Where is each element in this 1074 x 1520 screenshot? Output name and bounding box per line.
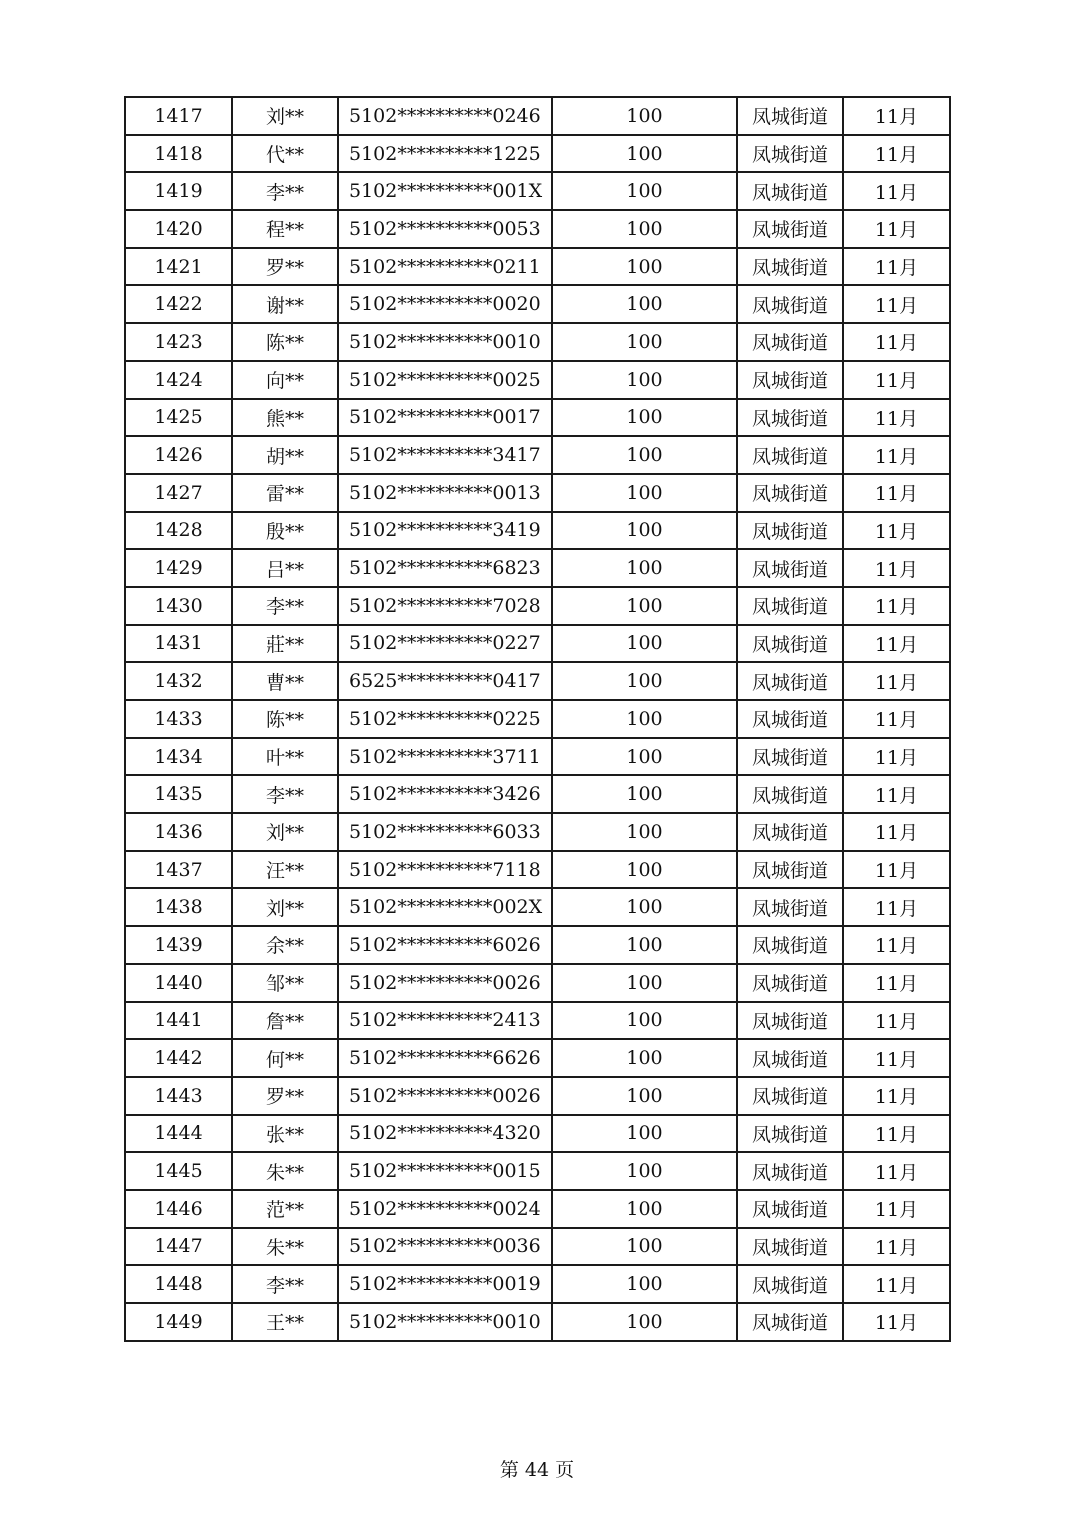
row-number-cell: 1420	[125, 210, 232, 248]
row-number-cell: 1435	[125, 775, 232, 813]
table-row	[125, 1039, 950, 1077]
name-cell: 邹**	[232, 964, 338, 1002]
month-cell: 11月	[843, 851, 950, 889]
amount-cell: 100	[552, 97, 737, 135]
table-row	[125, 210, 950, 248]
street-cell: 凤城街道	[737, 964, 843, 1002]
name-cell: 曹**	[232, 662, 338, 700]
street-cell: 凤城街道	[737, 474, 843, 512]
name-cell: 吕**	[232, 549, 338, 587]
month-cell: 11月	[843, 1115, 950, 1153]
month-cell: 11月	[843, 813, 950, 851]
name-cell: 刘**	[232, 888, 338, 926]
id-number-cell: 5102**********6626	[338, 1039, 552, 1077]
amount-cell: 100	[552, 851, 737, 889]
table-row	[125, 248, 950, 286]
table-row	[125, 662, 950, 700]
table-row	[125, 1265, 950, 1303]
row-number-cell: 1433	[125, 700, 232, 738]
month-cell: 11月	[843, 1303, 950, 1341]
row-number-cell: 1428	[125, 512, 232, 550]
amount-cell: 100	[552, 399, 737, 437]
amount-cell: 100	[552, 775, 737, 813]
amount-cell: 100	[552, 700, 737, 738]
table-row	[125, 135, 950, 173]
row-number-cell: 1443	[125, 1077, 232, 1115]
month-cell: 11月	[843, 549, 950, 587]
table-row	[125, 172, 950, 210]
roster-sheet	[124, 96, 949, 1342]
street-cell: 凤城街道	[737, 399, 843, 437]
month-cell: 11月	[843, 964, 950, 1002]
id-number-cell: 5102**********3417	[338, 436, 552, 474]
name-cell: 范**	[232, 1190, 338, 1228]
row-number-cell: 1438	[125, 888, 232, 926]
month-cell: 11月	[843, 172, 950, 210]
amount-cell: 100	[552, 512, 737, 550]
row-number-cell: 1419	[125, 172, 232, 210]
amount-cell: 100	[552, 248, 737, 286]
id-number-cell: 5102**********0053	[338, 210, 552, 248]
table-row	[125, 1115, 950, 1153]
amount-cell: 100	[552, 172, 737, 210]
roster-body	[125, 97, 950, 1341]
street-cell: 凤城街道	[737, 851, 843, 889]
amount-cell: 100	[552, 888, 737, 926]
street-cell: 凤城街道	[737, 775, 843, 813]
id-number-cell: 5102**********0013	[338, 474, 552, 512]
amount-cell: 100	[552, 1002, 737, 1040]
id-number-cell: 5102**********0227	[338, 625, 552, 663]
id-number-cell: 5102**********0211	[338, 248, 552, 286]
amount-cell: 100	[552, 813, 737, 851]
row-number-cell: 1446	[125, 1190, 232, 1228]
id-number-cell: 5102**********6033	[338, 813, 552, 851]
name-cell: 李**	[232, 1265, 338, 1303]
street-cell: 凤城街道	[737, 549, 843, 587]
name-cell: 李**	[232, 587, 338, 625]
month-cell: 11月	[843, 512, 950, 550]
street-cell: 凤城街道	[737, 210, 843, 248]
id-number-cell: 5102**********002X	[338, 888, 552, 926]
amount-cell: 100	[552, 1039, 737, 1077]
street-cell: 凤城街道	[737, 1303, 843, 1341]
name-cell: 朱**	[232, 1228, 338, 1266]
id-number-cell: 5102**********0026	[338, 964, 552, 1002]
name-cell: 朱**	[232, 1152, 338, 1190]
month-cell: 11月	[843, 1152, 950, 1190]
amount-cell: 100	[552, 474, 737, 512]
id-number-cell: 5102**********001X	[338, 172, 552, 210]
street-cell: 凤城街道	[737, 1152, 843, 1190]
row-number-cell: 1430	[125, 587, 232, 625]
month-cell: 11月	[843, 285, 950, 323]
id-number-cell: 5102**********2413	[338, 1002, 552, 1040]
amount-cell: 100	[552, 1115, 737, 1153]
name-cell: 殷**	[232, 512, 338, 550]
id-number-cell: 5102**********0036	[338, 1228, 552, 1266]
table-row	[125, 625, 950, 663]
row-number-cell: 1423	[125, 323, 232, 361]
table-row	[125, 964, 950, 1002]
table-row	[125, 888, 950, 926]
table-row	[125, 738, 950, 776]
street-cell: 凤城街道	[737, 285, 843, 323]
amount-cell: 100	[552, 1228, 737, 1266]
row-number-cell: 1429	[125, 549, 232, 587]
id-number-cell: 5102**********0017	[338, 399, 552, 437]
month-cell: 11月	[843, 662, 950, 700]
table-row	[125, 775, 950, 813]
street-cell: 凤城街道	[737, 738, 843, 776]
row-number-cell: 1447	[125, 1228, 232, 1266]
amount-cell: 100	[552, 1190, 737, 1228]
row-number-cell: 1424	[125, 361, 232, 399]
amount-cell: 100	[552, 549, 737, 587]
name-cell: 刘**	[232, 97, 338, 135]
id-number-cell: 5102**********0019	[338, 1265, 552, 1303]
street-cell: 凤城街道	[737, 172, 843, 210]
street-cell: 凤城街道	[737, 361, 843, 399]
amount-cell: 100	[552, 1077, 737, 1115]
name-cell: 代**	[232, 135, 338, 173]
amount-cell: 100	[552, 662, 737, 700]
table-row	[125, 285, 950, 323]
row-number-cell: 1442	[125, 1039, 232, 1077]
row-number-cell: 1436	[125, 813, 232, 851]
table-row	[125, 1303, 950, 1341]
table-row	[125, 361, 950, 399]
row-number-cell: 1425	[125, 399, 232, 437]
table-row	[125, 549, 950, 587]
row-number-cell: 1449	[125, 1303, 232, 1341]
row-number-cell: 1418	[125, 135, 232, 173]
row-number-cell: 1441	[125, 1002, 232, 1040]
table-row	[125, 700, 950, 738]
amount-cell: 100	[552, 285, 737, 323]
row-number-cell: 1431	[125, 625, 232, 663]
name-cell: 谢**	[232, 285, 338, 323]
name-cell: 程**	[232, 210, 338, 248]
name-cell: 胡**	[232, 436, 338, 474]
month-cell: 11月	[843, 700, 950, 738]
table-row	[125, 1190, 950, 1228]
table-row	[125, 399, 950, 437]
id-number-cell: 5102**********0015	[338, 1152, 552, 1190]
table-row	[125, 587, 950, 625]
street-cell: 凤城街道	[737, 1002, 843, 1040]
street-cell: 凤城街道	[737, 926, 843, 964]
street-cell: 凤城街道	[737, 436, 843, 474]
id-number-cell: 5102**********7118	[338, 851, 552, 889]
roster-table	[124, 96, 951, 1342]
row-number-cell: 1417	[125, 97, 232, 135]
row-number-cell: 1434	[125, 738, 232, 776]
id-number-cell: 6525**********0417	[338, 662, 552, 700]
name-cell: 陈**	[232, 323, 338, 361]
name-cell: 雷**	[232, 474, 338, 512]
row-number-cell: 1427	[125, 474, 232, 512]
amount-cell: 100	[552, 738, 737, 776]
street-cell: 凤城街道	[737, 1190, 843, 1228]
street-cell: 凤城街道	[737, 248, 843, 286]
amount-cell: 100	[552, 323, 737, 361]
street-cell: 凤城街道	[737, 1039, 843, 1077]
amount-cell: 100	[552, 361, 737, 399]
id-number-cell: 5102**********0246	[338, 97, 552, 135]
name-cell: 刘**	[232, 813, 338, 851]
month-cell: 11月	[843, 1190, 950, 1228]
amount-cell: 100	[552, 1303, 737, 1341]
id-number-cell: 5102**********1225	[338, 135, 552, 173]
id-number-cell: 5102**********3426	[338, 775, 552, 813]
name-cell: 李**	[232, 172, 338, 210]
month-cell: 11月	[843, 474, 950, 512]
month-cell: 11月	[843, 1039, 950, 1077]
street-cell: 凤城街道	[737, 97, 843, 135]
month-cell: 11月	[843, 888, 950, 926]
month-cell: 11月	[843, 625, 950, 663]
street-cell: 凤城街道	[737, 587, 843, 625]
row-number-cell: 1444	[125, 1115, 232, 1153]
table-row	[125, 97, 950, 135]
table-row	[125, 512, 950, 550]
row-number-cell: 1439	[125, 926, 232, 964]
month-cell: 11月	[843, 775, 950, 813]
table-row	[125, 1002, 950, 1040]
amount-cell: 100	[552, 436, 737, 474]
name-cell: 余**	[232, 926, 338, 964]
row-number-cell: 1426	[125, 436, 232, 474]
row-number-cell: 1432	[125, 662, 232, 700]
table-row	[125, 1228, 950, 1266]
name-cell: 李**	[232, 775, 338, 813]
name-cell: 詹**	[232, 1002, 338, 1040]
name-cell: 汪**	[232, 851, 338, 889]
id-number-cell: 5102**********4320	[338, 1115, 552, 1153]
name-cell: 罗**	[232, 1077, 338, 1115]
id-number-cell: 5102**********6026	[338, 926, 552, 964]
name-cell: 何**	[232, 1039, 338, 1077]
id-number-cell: 5102**********0020	[338, 285, 552, 323]
id-number-cell: 5102**********6823	[338, 549, 552, 587]
id-number-cell: 5102**********0010	[338, 323, 552, 361]
amount-cell: 100	[552, 1265, 737, 1303]
street-cell: 凤城街道	[737, 512, 843, 550]
amount-cell: 100	[552, 210, 737, 248]
street-cell: 凤城街道	[737, 1265, 843, 1303]
month-cell: 11月	[843, 210, 950, 248]
street-cell: 凤城街道	[737, 323, 843, 361]
id-number-cell: 5102**********3419	[338, 512, 552, 550]
id-number-cell: 5102**********0024	[338, 1190, 552, 1228]
table-row	[125, 323, 950, 361]
amount-cell: 100	[552, 926, 737, 964]
table-row	[125, 813, 950, 851]
street-cell: 凤城街道	[737, 625, 843, 663]
street-cell: 凤城街道	[737, 662, 843, 700]
name-cell: 熊**	[232, 399, 338, 437]
street-cell: 凤城街道	[737, 813, 843, 851]
page-number: 第 44 页	[499, 1459, 575, 1481]
name-cell: 叶**	[232, 738, 338, 776]
name-cell: 陈**	[232, 700, 338, 738]
amount-cell: 100	[552, 625, 737, 663]
table-row	[125, 1077, 950, 1115]
name-cell: 王**	[232, 1303, 338, 1341]
row-number-cell: 1448	[125, 1265, 232, 1303]
row-number-cell: 1422	[125, 285, 232, 323]
month-cell: 11月	[843, 323, 950, 361]
street-cell: 凤城街道	[737, 700, 843, 738]
id-number-cell: 5102**********3711	[338, 738, 552, 776]
street-cell: 凤城街道	[737, 1077, 843, 1115]
month-cell: 11月	[843, 738, 950, 776]
month-cell: 11月	[843, 248, 950, 286]
month-cell: 11月	[843, 399, 950, 437]
table-row	[125, 851, 950, 889]
name-cell: 向**	[232, 361, 338, 399]
month-cell: 11月	[843, 97, 950, 135]
street-cell: 凤城街道	[737, 888, 843, 926]
id-number-cell: 5102**********0010	[338, 1303, 552, 1341]
name-cell: 张**	[232, 1115, 338, 1153]
row-number-cell: 1421	[125, 248, 232, 286]
street-cell: 凤城街道	[737, 135, 843, 173]
table-row	[125, 436, 950, 474]
month-cell: 11月	[843, 1077, 950, 1115]
table-row	[125, 474, 950, 512]
month-cell: 11月	[843, 361, 950, 399]
table-row	[125, 926, 950, 964]
amount-cell: 100	[552, 135, 737, 173]
street-cell: 凤城街道	[737, 1228, 843, 1266]
month-cell: 11月	[843, 1228, 950, 1266]
id-number-cell: 5102**********0025	[338, 361, 552, 399]
id-number-cell: 5102**********7028	[338, 587, 552, 625]
amount-cell: 100	[552, 587, 737, 625]
amount-cell: 100	[552, 964, 737, 1002]
month-cell: 11月	[843, 926, 950, 964]
month-cell: 11月	[843, 1002, 950, 1040]
street-cell: 凤城街道	[737, 1115, 843, 1153]
month-cell: 11月	[843, 1265, 950, 1303]
month-cell: 11月	[843, 436, 950, 474]
id-number-cell: 5102**********0026	[338, 1077, 552, 1115]
id-number-cell: 5102**********0225	[338, 700, 552, 738]
amount-cell: 100	[552, 1152, 737, 1190]
table-row	[125, 1152, 950, 1190]
month-cell: 11月	[843, 587, 950, 625]
name-cell: 罗**	[232, 248, 338, 286]
month-cell: 11月	[843, 135, 950, 173]
name-cell: 莊**	[232, 625, 338, 663]
row-number-cell: 1445	[125, 1152, 232, 1190]
row-number-cell: 1440	[125, 964, 232, 1002]
row-number-cell: 1437	[125, 851, 232, 889]
